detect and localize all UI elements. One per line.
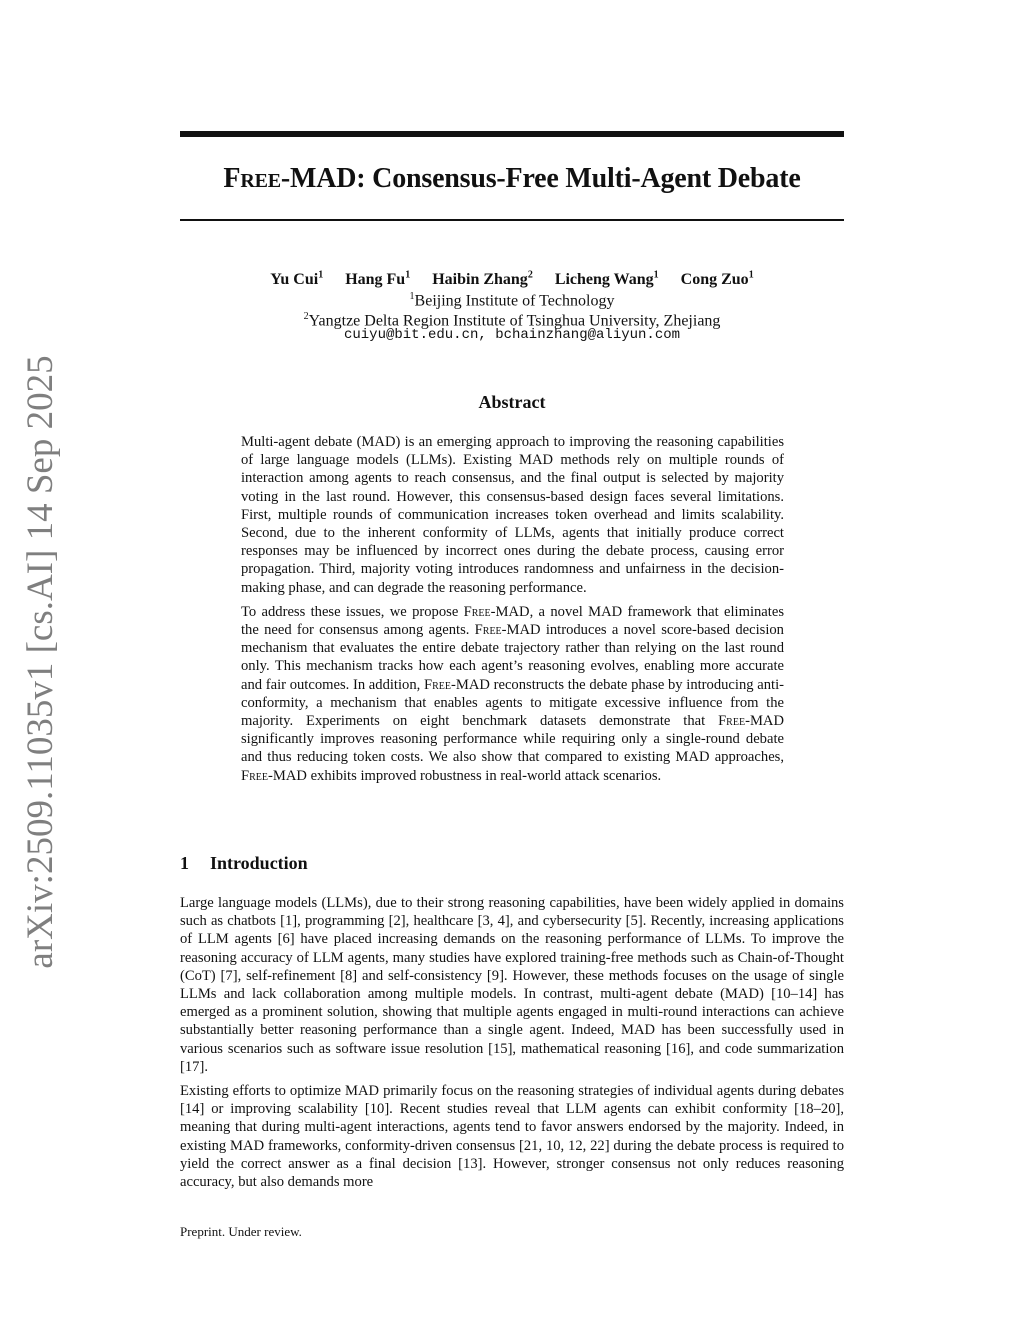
affiliation: $^1$Beijing Institute of Technology bbox=[409, 291, 615, 310]
paper-title bbox=[180, 162, 844, 196]
arxiv-stamp: arXiv:2509.11035v1 [cs.AI] 14 Sep 2025 bbox=[20, 355, 61, 969]
body-paragraph: Existing efforts to optimize MAD primarily focus on the reasoning strategies of individual agents during debates [14] or improving scalability [10]. Recent studies reveal that LLM agents can exhibit conformity [18–20], meaning that during multi-agent interactions, agents tend to favor answers endorsed by the majority. Indeed, in existing MAD frameworks, conformity-driven consensus [21, 10, 12, 22] during the debate process is required to yield the correct answer as a final decision [13]. However, stronger consensus not only reduces reasoning accuracy, but also demands more bbox=[180, 1083, 844, 1191]
author: Haibin Zhang$^2$ bbox=[432, 270, 533, 289]
author: Hang Fu$^1$ bbox=[345, 270, 411, 289]
affiliation: $^2$Yangtze Delta Region Institute of Tsinghua University, Zhejiang bbox=[303, 311, 721, 330]
title-smallcaps-name: Free bbox=[223, 163, 281, 194]
title-rule-top bbox=[180, 131, 844, 137]
section-title: Introduction bbox=[210, 853, 308, 873]
section-heading bbox=[180, 852, 844, 874]
section-number: 1 bbox=[180, 853, 189, 873]
author: Licheng Wang$^1$ bbox=[554, 270, 659, 289]
title-rest: -MAD: Consensus-Free Multi-Agent Debate bbox=[280, 163, 801, 194]
abstract-paragraph: Multi-agent debate (MAD) is an emerging approach to improving the reasoning capabilities of large language models (LLMs). Existing MAD methods rely on multiple rounds of interaction among agents to reach consensus, and the final output is selected by majority voting in the last round. However, this consensus-based design faces several limitations. First, multiple rounds of communication increases token overhead and limits scalability. Second, due to the inherent conformity of LLMs, agents that initially produce correct responses may be influenced by incorrect ones during the debate process, causing error propagation. Third, majority voting introduces randomness and unfairness in the decision-making phase, and can degrade the reasoning performance. bbox=[241, 434, 784, 596]
author-emails[interactable]: cuiyu@bit.edu.cn, bchainzhang@aliyun.com bbox=[343, 327, 681, 343]
author: Cong Zuo$^1$ bbox=[680, 270, 754, 289]
preprint-note: Preprint. Under review. bbox=[180, 1224, 302, 1239]
abstract-paragraph: To address these issues, we propose Free-MAD, a novel MAD framework that eliminates the need for consensus among agents. Free-MAD introduces a novel score-based decision mechanism that evaluates the entire debate trajectory rather than relying on the last round only. This mechanism tracks how each agent’s reasoning evolves, enabling more accurate and fair outcomes. In addition, Free-MAD reconstructs the debate phase by introducing anti-conformity, a mechanism that enables agents to mitigate excessive influence from the majority. Experiments on eight benchmark datasets demonstrate that Free-MAD significantly improves reasoning performance while requiring only a single-round debate and thus reducing token costs. We also show that compared to existing MAD approaches, Free-MAD exhibits improved robustness in real-world attack scenarios. bbox=[241, 603, 784, 784]
abstract-body bbox=[241, 433, 784, 791]
introduction-body bbox=[180, 894, 844, 1197]
title-rule-bottom bbox=[180, 219, 844, 221]
body-paragraph: Large language models (LLMs), due to their strong reasoning capabilities, have been widely applied in domains such as chatbots [1], programming [2], healthcare [3, 4], and cybersecurity [5]. Recently, increasing applications of LLM agents [6] have placed increasing demands on the reasoning performance of LLMs. To improve the reasoning accuracy of LLM agents, many studies have explored training-free methods such as Chain-of-Thought (CoT) [7], self-refinement [8] and self-consistency [9]. However, these methods focuses on the usage of single LLMs and lack collaboration among multiple models. In contrast, multi-agent debate (MAD) [10–14] has emerged as a prominent solution, showing that multiple agents engaged in multi-round interactions can achieve substantially better reasoning performance than a single agent. Indeed, MAD has been successfully used in various scenarios such as software issue resolution [15], mathematical reasoning [16], and code summarization [17]. bbox=[180, 895, 844, 1075]
abstract-heading: Abstract bbox=[478, 392, 546, 412]
author: Yu Cui$^1$ bbox=[270, 270, 324, 289]
